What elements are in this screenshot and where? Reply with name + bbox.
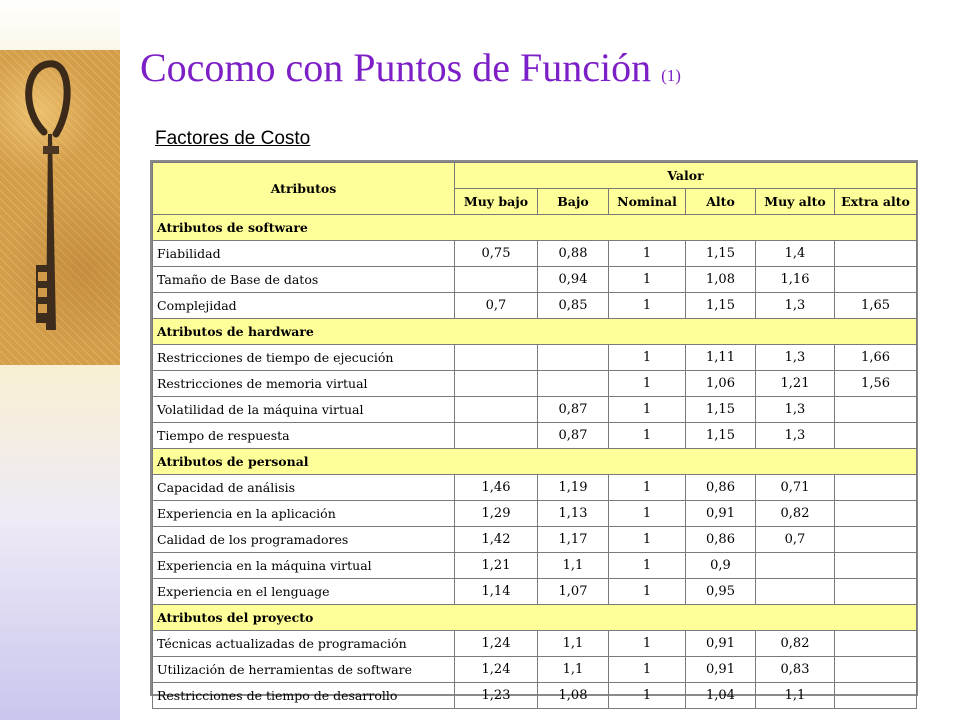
value-cell: 1 — [609, 553, 686, 579]
value-cell — [835, 553, 917, 579]
value-cell — [538, 345, 609, 371]
value-cell: 0,95 — [686, 579, 756, 605]
attribute-name-cell: Experiencia en la aplicación — [153, 501, 455, 527]
value-cell: 1 — [609, 423, 686, 449]
value-cell: 1,3 — [756, 423, 835, 449]
value-cell: 1,17 — [538, 527, 609, 553]
table-row — [153, 423, 917, 449]
value-cell: 1 — [609, 579, 686, 605]
header-valor: Valor — [455, 163, 917, 189]
table-row — [153, 267, 917, 293]
table-row — [153, 371, 917, 397]
value-cell: 1 — [609, 241, 686, 267]
section-title: Atributos de software — [153, 215, 917, 241]
value-cell: 1,16 — [756, 267, 835, 293]
value-cell — [835, 683, 917, 709]
value-cell: 1,08 — [686, 267, 756, 293]
section-title: Atributos de hardware — [153, 319, 917, 345]
value-cell — [835, 527, 917, 553]
value-cell: 0,82 — [756, 631, 835, 657]
header-alto: Alto — [686, 189, 756, 215]
attribute-name-cell: Utilización de herramientas de software — [153, 657, 455, 683]
value-cell: 1,14 — [455, 579, 538, 605]
value-cell: 0,9 — [686, 553, 756, 579]
value-cell — [835, 475, 917, 501]
value-cell: 1,1 — [538, 553, 609, 579]
value-cell — [756, 579, 835, 605]
value-cell: 1,1 — [538, 631, 609, 657]
value-cell — [835, 631, 917, 657]
table-body — [153, 215, 917, 709]
value-cell: 1,29 — [455, 501, 538, 527]
table-section-row — [153, 319, 917, 345]
value-cell: 1,07 — [538, 579, 609, 605]
value-cell — [455, 371, 538, 397]
value-cell: 0,86 — [686, 527, 756, 553]
header-extra-alto: Extra alto — [835, 189, 917, 215]
value-cell: 1,15 — [686, 293, 756, 319]
slide-subtitle: Factores de Costo — [155, 128, 311, 149]
value-cell: 0,91 — [686, 501, 756, 527]
value-cell: 1,24 — [455, 631, 538, 657]
value-cell: 1,1 — [756, 683, 835, 709]
key-photo — [0, 50, 120, 365]
value-cell: 0,88 — [538, 241, 609, 267]
attribute-name-cell: Complejidad — [153, 293, 455, 319]
value-cell: 1,24 — [455, 657, 538, 683]
value-cell: 0,7 — [756, 527, 835, 553]
cost-factors-table — [152, 162, 917, 709]
value-cell: 1 — [609, 371, 686, 397]
cost-factors-table-frame — [150, 160, 918, 703]
slide-title-suffix: (1) — [661, 66, 681, 85]
table-row — [153, 241, 917, 267]
value-cell: 1 — [609, 657, 686, 683]
value-cell — [835, 423, 917, 449]
table-row — [153, 293, 917, 319]
header-muy-bajo: Muy bajo — [455, 189, 538, 215]
value-cell — [455, 397, 538, 423]
table-row — [153, 631, 917, 657]
value-cell: 0,82 — [756, 501, 835, 527]
table-section-row — [153, 605, 917, 631]
value-cell — [835, 657, 917, 683]
header-bajo: Bajo — [538, 189, 609, 215]
value-cell — [835, 241, 917, 267]
attribute-name-cell: Capacidad de análisis — [153, 475, 455, 501]
value-cell: 1,3 — [756, 345, 835, 371]
table-section-row — [153, 215, 917, 241]
value-cell — [756, 553, 835, 579]
slide-title-text: Cocomo con Puntos de Función — [140, 45, 652, 90]
table-row — [153, 657, 917, 683]
section-title: Atributos del proyecto — [153, 605, 917, 631]
value-cell: 1 — [609, 475, 686, 501]
value-cell: 1,04 — [686, 683, 756, 709]
value-cell — [835, 579, 917, 605]
value-cell: 1,1 — [538, 657, 609, 683]
header-atributos: Atributos — [153, 163, 455, 215]
value-cell: 1,21 — [756, 371, 835, 397]
value-cell: 0,85 — [538, 293, 609, 319]
value-cell: 1,13 — [538, 501, 609, 527]
value-cell: 1 — [609, 345, 686, 371]
attribute-name-cell: Técnicas actualizadas de programación — [153, 631, 455, 657]
value-cell: 0,75 — [455, 241, 538, 267]
table-section-row — [153, 449, 917, 475]
value-cell: 1,56 — [835, 371, 917, 397]
table-row — [153, 475, 917, 501]
attribute-name-cell: Experiencia en el lenguage — [153, 579, 455, 605]
value-cell: 1,06 — [686, 371, 756, 397]
value-cell: 1 — [609, 501, 686, 527]
header-muy-alto: Muy alto — [756, 189, 835, 215]
value-cell: 1,15 — [686, 423, 756, 449]
slide-title — [140, 44, 681, 91]
value-cell — [538, 371, 609, 397]
value-cell: 1,21 — [455, 553, 538, 579]
value-cell: 1,19 — [538, 475, 609, 501]
value-cell — [835, 267, 917, 293]
attribute-name-cell: Tamaño de Base de datos — [153, 267, 455, 293]
value-cell: 1 — [609, 397, 686, 423]
value-cell: 1,15 — [686, 241, 756, 267]
value-cell: 0,7 — [455, 293, 538, 319]
value-cell: 1 — [609, 293, 686, 319]
value-cell: 1,3 — [756, 397, 835, 423]
value-cell: 1,46 — [455, 475, 538, 501]
value-cell: 1,23 — [455, 683, 538, 709]
attribute-name-cell: Restricciones de tiempo de desarrollo — [153, 683, 455, 709]
value-cell: 1,3 — [756, 293, 835, 319]
value-cell: 0,91 — [686, 631, 756, 657]
attribute-name-cell: Calidad de los programadores — [153, 527, 455, 553]
value-cell: 0,86 — [686, 475, 756, 501]
value-cell: 1 — [609, 631, 686, 657]
table-row — [153, 683, 917, 709]
value-cell — [835, 397, 917, 423]
attribute-name-cell: Restricciones de memoria virtual — [153, 371, 455, 397]
value-cell: 1,11 — [686, 345, 756, 371]
table-row — [153, 501, 917, 527]
table-row — [153, 345, 917, 371]
attribute-name-cell: Experiencia en la máquina virtual — [153, 553, 455, 579]
value-cell: 0,83 — [756, 657, 835, 683]
value-cell: 1 — [609, 683, 686, 709]
value-cell: 0,71 — [756, 475, 835, 501]
value-cell: 0,87 — [538, 397, 609, 423]
table-row — [153, 553, 917, 579]
value-cell: 1 — [609, 527, 686, 553]
table-row — [153, 527, 917, 553]
attribute-name-cell: Tiempo de respuesta — [153, 423, 455, 449]
key-icon — [0, 50, 120, 365]
value-cell: 1,65 — [835, 293, 917, 319]
attribute-name-cell: Volatilidad de la máquina virtual — [153, 397, 455, 423]
value-cell: 1,66 — [835, 345, 917, 371]
value-cell: 0,91 — [686, 657, 756, 683]
value-cell: 0,87 — [538, 423, 609, 449]
value-cell: 1,42 — [455, 527, 538, 553]
value-cell — [455, 345, 538, 371]
value-cell: 1 — [609, 267, 686, 293]
attribute-name-cell: Fiabilidad — [153, 241, 455, 267]
value-cell: 1,4 — [756, 241, 835, 267]
section-title: Atributos de personal — [153, 449, 917, 475]
value-cell — [455, 267, 538, 293]
value-cell: 0,94 — [538, 267, 609, 293]
value-cell — [455, 423, 538, 449]
value-cell — [835, 501, 917, 527]
table-row — [153, 397, 917, 423]
value-cell: 1,15 — [686, 397, 756, 423]
header-nominal: Nominal — [609, 189, 686, 215]
attribute-name-cell: Restricciones de tiempo de ejecución — [153, 345, 455, 371]
table-header-row-top — [153, 163, 917, 189]
value-cell: 1,08 — [538, 683, 609, 709]
table-row — [153, 579, 917, 605]
